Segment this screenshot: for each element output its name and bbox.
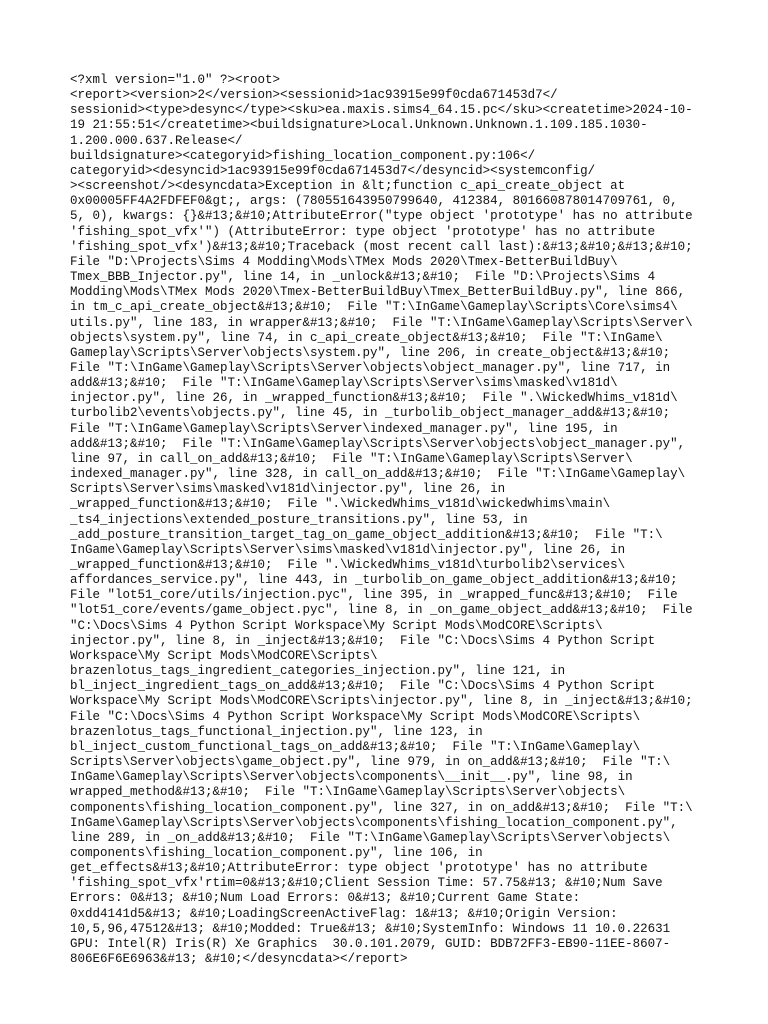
text-line: Scripts\Server\sims\masked\v181d\injector.py", line 26, in: [70, 482, 506, 497]
text-line: <?xml version="1.0" ?><root>: [70, 73, 281, 87]
text-line: categoryid><desyncid>1ac93915e99f0cda671453d7</desyncid><systemconfig/: [70, 163, 596, 178]
text-line: _wrapped_function&#13;&#10; File ".\WickedWhims_v181d\turbolib2\services\: [70, 558, 626, 572]
text-line: ><screenshot/><desyncdata>Exception in &lt;function c_api_create_object at: [70, 179, 626, 194]
text-line: Modding\Mods\TMex Mods 2020\Tmex-BetterBuildBuy\Tmex_BetterBuildBuy.py", line 866,: [70, 285, 686, 300]
text-line: components\fishing_location_component.py", line 106, in: [70, 845, 483, 860]
text-line: brazenlotus_tags_ingredient_categories_injection.py", line 121, in: [70, 664, 566, 679]
text-line: "C:\Docs\Sims 4 Python Script Workspace\My Script Mods\ModCORE\Scripts\: [70, 618, 603, 633]
text-line: components\fishing_location_component.py", line 327, in on_add&#13;&#10; File "T:\: [70, 800, 693, 815]
text-line: InGame\Gameplay\Scripts\Server\objects\components\__init__.py", line 98, in: [70, 770, 633, 785]
text-line: in tm_c_api_create_object&#13;&#10; File "T:\InGame\Gameplay\Scripts\Core\sims4\: [70, 300, 678, 315]
text-line: bl_inject_custom_functional_tags_on_add&#13;&#10; File "T:\InGame\Gameplay\: [70, 739, 641, 754]
text-line: File "lot51_core/utils/injection.pyc", line 395, in _wrapped_func&#13;&#10; File: [70, 588, 678, 603]
text-line: _wrapped_function&#13;&#10; File ".\WickedWhims_v181d\wickedwhims\main\: [70, 497, 611, 512]
text-line: 'fishing_spot_vfx'rtim=0&#13;&#10;Client Session Time: 57.75&#13; &#10;Num Save: [70, 876, 663, 891]
text-line: Workspace\My Script Mods\ModCORE\Scripts\: [70, 648, 378, 663]
text-line: _add_posture_transition_target_tag_on_game_object_addition&#13;&#10; File "T:\: [70, 527, 663, 542]
text-line: affordances_service.py", line 443, in _turbolib_on_game_object_addition&#13;&#10;: [70, 573, 678, 588]
text-line: indexed_manager.py", line 328, in call_on_add&#13;&#10; File "T:\InGame\Gameplay\: [70, 467, 686, 482]
text-line: GPU: Intel(R) Iris(R) Xe Graphics 30.0.101.2079, GUID: BDB72FF3-EB90-11EE-8607-: [70, 936, 671, 951]
text-line: injector.py", line 8, in _inject&#13;&#10; File "C:\Docs\Sims 4 Python Script: [70, 633, 656, 648]
text-line: File "T:\InGame\Gameplay\Scripts\Server\indexed_manager.py", line 195, in: [70, 421, 618, 436]
text-line: _ts4_injections\extended_posture_transitions.py", line 53, in: [70, 512, 528, 527]
report-text-body: [70, 73, 710, 967]
text-line: turbolib2\events\objects.py", line 45, in _turbolib_object_manager_add&#13;&#10;: [70, 406, 671, 421]
text-line: Gameplay\Scripts\Server\objects\system.py", line 206, in create_object&#13;&#10;: [70, 345, 671, 360]
text-line: 5, 0), kwargs: {}&#13;&#10;AttributeError("type object 'prototype' has no attribute: [70, 209, 693, 224]
text-line: objects\system.py", line 74, in c_api_create_object&#13;&#10; File "T:\InGame\: [70, 330, 663, 345]
text-line: Tmex_BBB_Injector.py", line 14, in _unlock&#13;&#10; File "D:\Projects\Sims 4: [70, 270, 656, 285]
text-line: injector.py", line 26, in _wrapped_function&#13;&#10; File ".\WickedWhims_v181d\: [70, 391, 678, 406]
text-line: 0xdd4141d5&#13; &#10;LoadingScreenActiveFlag: 1&#13; &#10;Origin Version:: [70, 906, 618, 921]
text-line: File "C:\Docs\Sims 4 Python Script Workspace\My Script Mods\ModCORE\Scripts\: [70, 709, 641, 724]
text-line: 806E6F6E6963&#13; &#10;</desyncdata></report>: [70, 952, 408, 967]
text-line: 19 21:55:51</createtime><buildsignature>Local.Unknown.Unknown.1.109.185.1030-: [70, 118, 648, 133]
text-line: 10,5,96,47512&#13; &#10;Modded: True&#13; &#10;SystemInfo: Windows 11 10.0.22631: [70, 921, 671, 936]
text-line: "lot51_core/events/game_object.pyc", line 8, in _on_game_object_add&#13;&#10; File: [70, 603, 693, 618]
text-line: line 97, in call_on_add&#13;&#10; File "T:\InGame\Gameplay\Scripts\Server\: [70, 451, 633, 466]
text-line: File "T:\InGame\Gameplay\Scripts\Server\objects\object_manager.py", line 717, in: [70, 360, 671, 375]
text-line: buildsignature><categoryid>fishing_location_component.py:106</: [70, 148, 536, 163]
text-line: get_effects&#13;&#10;AttributeError: type object 'prototype' has no attribute: [70, 861, 648, 876]
text-line: 'fishing_spot_vfx'") (AttributeError: type object 'prototype' has no attribute: [70, 224, 656, 239]
text-line: line 289, in _on_add&#13;&#10; File "T:\InGame\Gameplay\Scripts\Server\objects\: [70, 830, 671, 845]
text-line: 0x00005FF4A2FDFEF0&gt;, args: (780551643950799640, 412384, 801660878014709761, 0,: [70, 194, 678, 209]
text-line: InGame\Gameplay\Scripts\Server\sims\masked\v181d\injector.py", line 26, in: [70, 542, 626, 557]
text-line: <report><version>2</version><sessionid>1ac93915e99f0cda671453d7</: [70, 88, 558, 103]
text-line: bl_inject_ingredient_tags_on_add&#13;&#10; File "C:\Docs\Sims 4 Python Script: [70, 679, 656, 694]
text-line: sessionid><type>desync</type><sku>ea.maxis.sims4_64.15.pc</sku><createtime>2024-10-: [70, 103, 693, 118]
text-line: 'fishing_spot_vfx')&#13;&#10;Traceback (most recent call last):&#13;&#10;&#13;&#10;: [70, 239, 693, 254]
text-line: 1.200.000.637.Release</: [70, 133, 243, 148]
text-line: add&#13;&#10; File "T:\InGame\Gameplay\Scripts\Server\sims\masked\v181d\: [70, 376, 618, 391]
text-line: wrapped_method&#13;&#10; File "T:\InGame\Gameplay\Scripts\Server\objects\: [70, 785, 626, 800]
text-line: Errors: 0&#13; &#10;Num Load Errors: 0&#13; &#10;Current Game State:: [70, 891, 581, 906]
text-line: utils.py", line 183, in wrapper&#13;&#10; File "T:\InGame\Gameplay\Scripts\Server\: [70, 315, 693, 330]
text-line: InGame\Gameplay\Scripts\Server\objects\components\fishing_location_component.py",: [70, 815, 678, 830]
text-line: add&#13;&#10; File "T:\InGame\Gameplay\Scripts\Server\objects\object_manager.py",: [70, 436, 686, 451]
text-line: Scripts\Server\objects\game_object.py", line 979, in on_add&#13;&#10; File "T:\: [70, 755, 671, 770]
text-line: brazenlotus_tags_functional_injection.py", line 123, in: [70, 724, 483, 739]
text-line: File "D:\Projects\Sims 4 Modding\Mods\TMex Mods 2020\Tmex-BetterBuildBuy\: [70, 254, 618, 269]
text-line: Workspace\My Script Mods\ModCORE\Scripts\injector.py", line 8, in _inject&#13;&#10;: [70, 694, 693, 709]
